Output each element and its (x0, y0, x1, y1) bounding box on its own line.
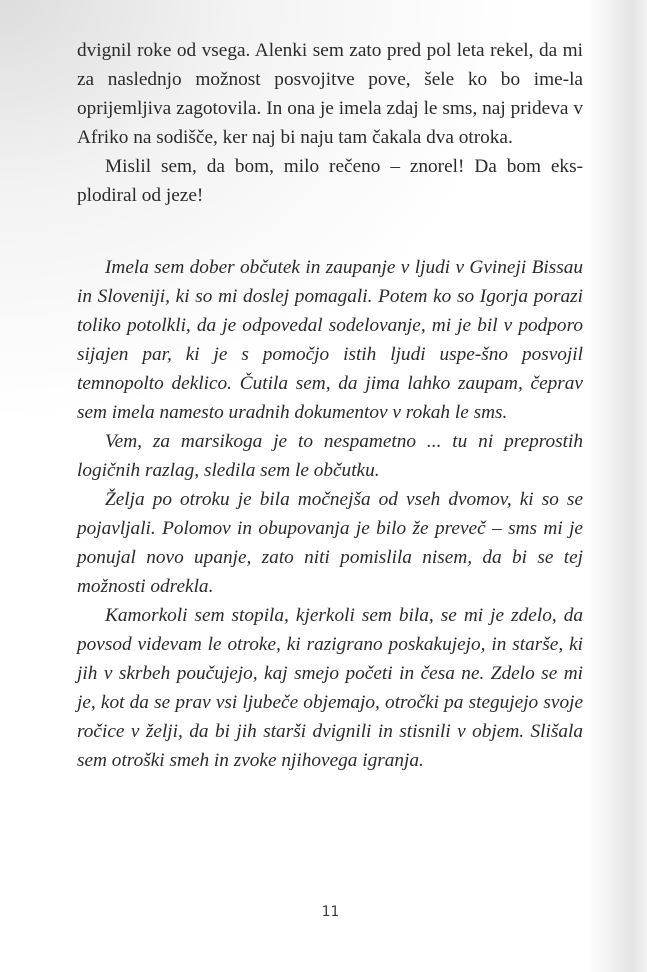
italic-paragraph: Vem, za marsikoga je to nespametno ... tu ni preprostih logičnih razlag, sledila sem le občutku. (77, 431, 583, 481)
page-edge-shadow (587, 0, 647, 972)
narrator-section (77, 36, 583, 210)
italic-paragraph: Želja po otroku je bila močnejša od vseh dvomov, ki so se pojavljali. Polomov in obupovanja je bilo že preveč – sms mi je ponujal novo upanje, zato niti pomislila nisem, da bi se tej možnosti odrekla. (77, 489, 583, 597)
paragraph: Mislil sem, da bom, milo rečeno – znorel! Da bom eks-plodiral od jeze! (77, 156, 583, 206)
italic-paragraph: Imela sem dober občutek in zaupanje v ljudi v Gvineji Bissau in Sloveniji, ki so mi doslej pomagali. Potem ko so Igorja porazi toliko potolkli, da je odpovedal sodelovanje, mi je bil v podporo sijajen par, ki je s pomočjo istih ljudi uspe-šno posvojil temnopolto deklico. Čutila sem, da jima lahko zaupam, čeprav sem imela namesto uradnih dokumentov v rokah le sms. (77, 257, 583, 423)
paragraph-continued: dvignil roke od vsega. Alenki sem zato pred pol leta rekel, da mi za naslednjo možnost posvojitve pove, šele ko bo ime-la oprijemljiva zagotovila. In ona je imela zdaj le sms, naj prideva v Afriko na sodišče, ker naj bi naju tam čakala dva otroka. (77, 40, 583, 148)
page-number: 11 (321, 904, 340, 920)
body-text (77, 36, 583, 775)
italic-section (77, 253, 583, 775)
italic-paragraph: Kamorkoli sem stopila, kjerkoli sem bila, se mi je zdelo, da povsod videvam le otroke, ki razigrano poskakujejo, in starše, ki jih v skrbeh poučujejo, kaj smejo početi in česa ne. Zdelo se mi je, kot da se prav vsi ljubeče objemajo, otročki pa stegujejo svoje ročice v želji, da bi jih starši dvignili in stisnili v objem. Slišala sem otroški smeh in zvoke njihovega igranja. (77, 605, 583, 771)
